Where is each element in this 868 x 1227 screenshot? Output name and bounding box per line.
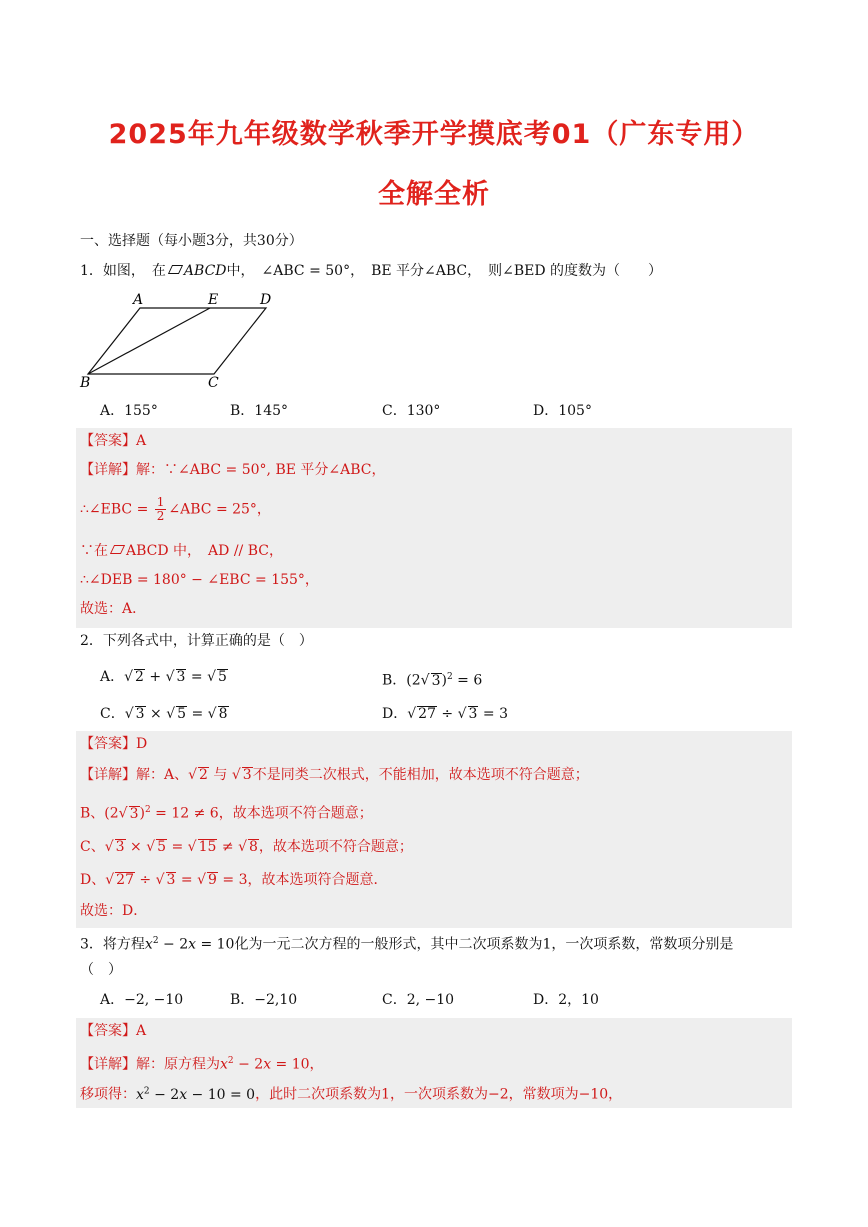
q3-detail-2-tail: ，此时二次项系数为1，一次项系数为−2，常数项为−10， xyxy=(255,1086,623,1103)
question-1-number: 1． xyxy=(80,263,103,279)
fraction-num: 1 xyxy=(156,495,165,509)
q1-detail-3b: ABCD 中， AD // BC， xyxy=(126,543,283,559)
q2-option-a-label: A． xyxy=(100,669,125,685)
q1-detail-line-4: ∴∠DEB = 180° − ∠EBC = 155°， xyxy=(80,572,319,588)
label-d: D xyxy=(260,292,272,308)
q2-detail-b-head: B、 xyxy=(80,805,105,822)
question-2-number: 2． xyxy=(80,633,103,649)
q3-option-a: A．−2, −10 xyxy=(100,992,184,1008)
q2-option-a: A．√ 2 + √ 3 = √ 5 xyxy=(100,669,227,685)
parallelogram-shape xyxy=(88,308,266,374)
question-1-stem xyxy=(80,262,662,280)
question-1-text-a: 如图， 在 xyxy=(102,263,166,279)
q2-detail-b-tail: ，故本选项不符合题意； xyxy=(218,805,373,822)
q3-detail-1: 【详解】解：原方程为$x^2 - 2x = 10$， xyxy=(80,1056,324,1073)
question-2-text: 下列各式中，计算正确的是（ ） xyxy=(102,633,313,649)
parallelogram-icon-2 xyxy=(110,545,125,554)
q3-option-c: C．2, −10 xyxy=(382,992,455,1008)
q1-detail-line-3 xyxy=(80,542,283,560)
label-c: C xyxy=(208,375,219,388)
question-3-paren: （ ） xyxy=(80,962,122,978)
question-3-text-a: 将方程 xyxy=(102,936,145,953)
q2-detail-d: D、√ 27 ÷ √ 3 = √ 9 = 3，故本选项符合题意． xyxy=(80,872,388,888)
q2-detail-a: 【详解】解：A、√ 2 与 √ 3不是同类二次根式，不能相加，故本选项不符合题意； xyxy=(80,767,589,783)
q2-conclusion: 故选：D． xyxy=(80,903,148,919)
parallelogram-icon xyxy=(168,265,183,274)
q3-detail-1-head: 【详解】解：原方程为 xyxy=(80,1056,220,1073)
q3-answer: 【答案】A xyxy=(80,1023,147,1039)
q2-detail-c: C、√ 3 × √ 5 = √ 15 ≠ √ 8，故本选项不符合题意； xyxy=(80,839,413,855)
segment-be xyxy=(88,308,210,374)
fraction-den: 2 xyxy=(156,509,165,523)
label-b: B xyxy=(80,375,91,388)
q1-option-c: C．130° xyxy=(382,403,441,419)
label-e: E xyxy=(208,292,219,308)
label-a: A xyxy=(133,292,144,308)
q2-detail-d-tail: ，故本选项符合题意． xyxy=(247,872,388,888)
q1-detail-3a: ∵在 xyxy=(80,543,108,559)
document-title: 2025年九年级数学秋季开学摸底考01（广东专用） xyxy=(108,119,760,150)
q1-detail-line-1: 【详解】解：∵∠ABC = 50°, BE 平分∠ABC， xyxy=(80,462,386,478)
q2-option-d-label: D． xyxy=(382,706,408,722)
q2-detail-a-tail: 不是同类二次根式，不能相加，故本选项不符合题意； xyxy=(252,767,589,783)
q3-detail-2: 移项得：$x^2 - 2x - 10 = 0$，此时二次项系数为1，一次项系数为−2，常数项为−10， xyxy=(80,1086,623,1103)
q2-detail-a-head: 【详解】解：A、 xyxy=(80,767,189,783)
fraction-half xyxy=(155,496,167,523)
q1-detail-2a: ∴∠EBC = xyxy=(80,501,153,518)
q1-option-b: B．145° xyxy=(230,403,289,419)
q2-option-c-label: C． xyxy=(100,706,125,722)
q1-answer: 【答案】A xyxy=(80,433,147,449)
q2-answer: 【答案】D xyxy=(80,736,148,752)
q2-detail-c-tail: ，故本选项不符合题意； xyxy=(258,839,413,855)
question-3-number: 3． xyxy=(80,936,103,953)
q1-answer-block xyxy=(76,428,792,628)
q2-answer-block xyxy=(76,731,792,928)
q1-detail-line-2 xyxy=(80,496,271,523)
question-3-stem: 3．将方程$x^2 - 2x = 10$化为一元二次方程的一般形式，其中二次项系数为1，一次项系数，常数项分别是 xyxy=(80,936,734,953)
q2-detail-d-head: D、 xyxy=(80,872,106,888)
q1-detail-line-5: 故选：A． xyxy=(80,601,147,617)
q2-option-d: D．√ 27 ÷ √ 3 = 3 xyxy=(382,706,509,722)
q2-option-b: B．(2√ 3)$^2$ = 6 xyxy=(382,672,483,689)
q1-option-a: A．155° xyxy=(100,403,158,419)
q3-option-d: D．2，10 xyxy=(533,992,599,1008)
q1-detail-2b: ∠ABC = 25°， xyxy=(168,501,271,518)
document-subtitle: 全解全析 xyxy=(378,179,490,210)
question-3-text-b: 化为一元二次方程的一般形式，其中二次项系数为1，一次项系数，常数项分别是 xyxy=(234,936,734,953)
parallelogram-figure xyxy=(78,288,288,388)
question-2-stem xyxy=(80,632,313,650)
question-1-text-b: 中， ∠ABC = 50°， BE 平分∠ABC， 则∠BED 的度数为（ ） xyxy=(226,263,663,279)
q2-option-c: C．√ 3 × √ 5 = √ 8 xyxy=(100,706,228,722)
section-heading: 一、选择题（每小题3分，共30分） xyxy=(80,233,303,249)
q3-option-b: B．−2,10 xyxy=(230,992,298,1008)
question-1-shape: ABCD xyxy=(183,263,227,279)
q2-detail-b: B、(2√ 3)$^2$ = 12 ≠ 6，故本选项不符合题意； xyxy=(80,805,373,822)
q3-detail-2-head: 移项得： xyxy=(80,1086,136,1103)
q2-detail-c-head: C、 xyxy=(80,839,105,855)
q2-option-b-label: B． xyxy=(382,672,407,689)
q1-option-d: D．105° xyxy=(533,403,592,419)
